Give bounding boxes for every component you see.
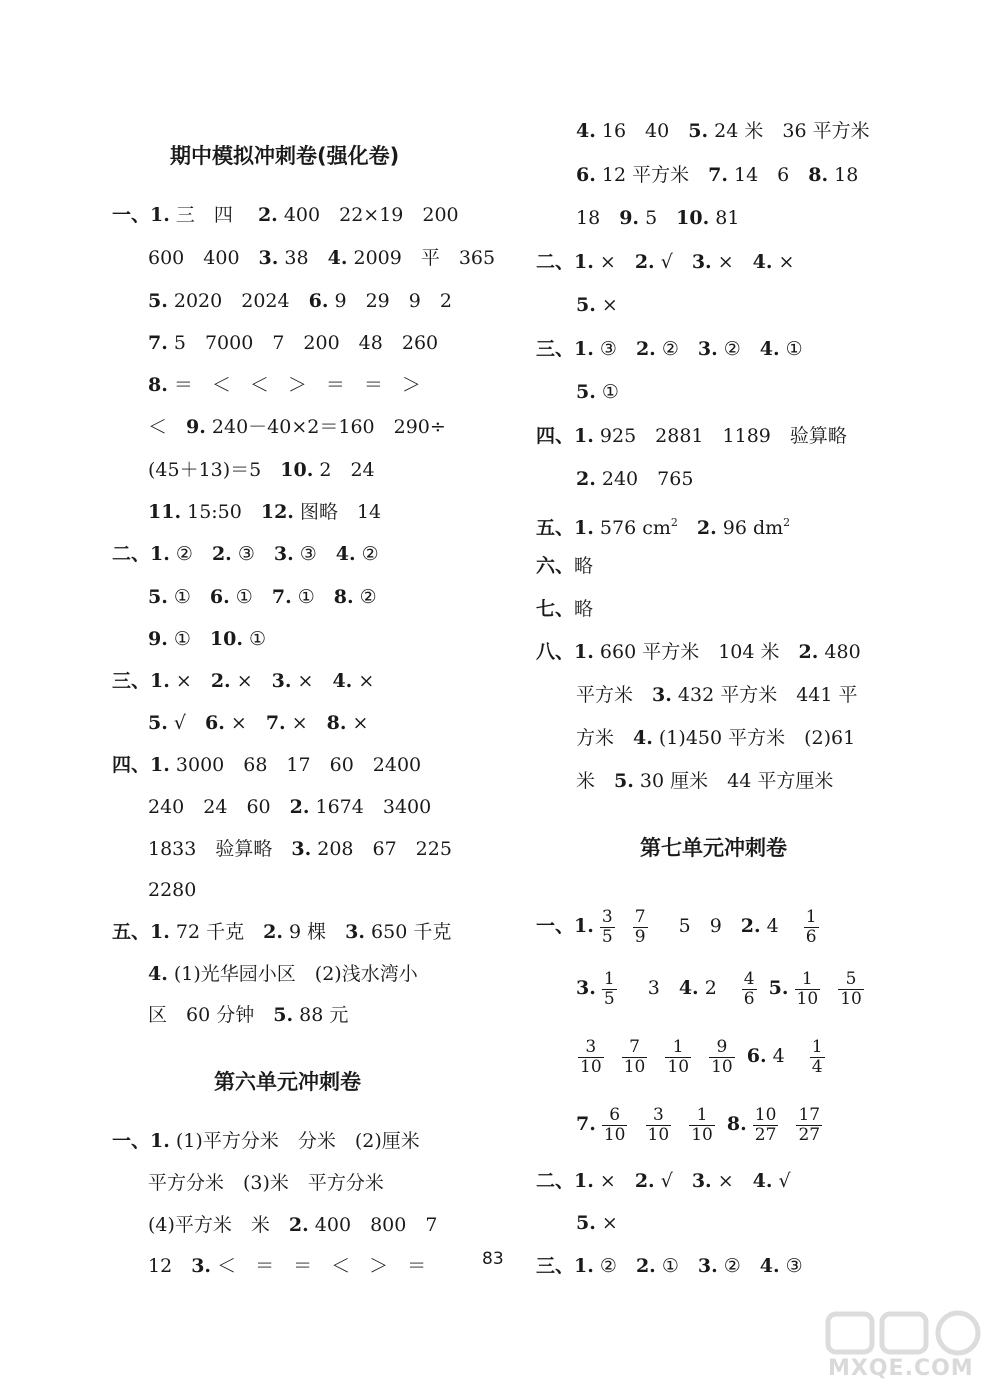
- answer-line: 3. $\frac{1}{5}$ 3 4. 2 $\frac{4}{6}$ 5. $\frac{1}{10}$ $\frac{5}{10}$: [576, 968, 862, 1009]
- answer-line: 四、1. 3000 68 17 60 2400: [112, 754, 422, 776]
- answer-line: 1833 验算略 3. 208 67 225: [148, 838, 452, 860]
- answer-line: 5. 2020 2024 6. 9 29 9 2: [148, 290, 452, 312]
- fraction: $\frac{4}{6}$: [743, 968, 755, 1009]
- answer-line: 三、1. × 2. × 3. × 4. ×: [112, 670, 375, 692]
- answer-line: 方米 4. (1)450 平方米 (2)61: [576, 727, 856, 749]
- fraction: $\frac{1}{10}$: [667, 1036, 690, 1077]
- answer-line: 三、1. ② 2. ① 3. ② 4. ③: [536, 1255, 803, 1277]
- fraction: $\frac{1}{4}$: [811, 1036, 823, 1077]
- answer-line: 8. ＝ ＜ ＜ ＞ ＝ ＝ ＞: [148, 374, 421, 396]
- fraction: $\frac{5}{10}$: [840, 968, 862, 1009]
- fraction: $\frac{3}{10}$: [647, 1104, 670, 1145]
- watermark-text: MXQE.COM: [828, 1356, 974, 1381]
- answer-line: 一、1. $\frac{3}{5}$ $\frac{7}{9}$ 5 9 2. 4 $\frac{1}{6}$: [536, 906, 817, 947]
- answer-line: 平方分米 (3)米 平方分米: [148, 1172, 384, 1194]
- answer-line: 三、1. ③ 2. ② 3. ② 4. ①: [536, 338, 803, 360]
- answer-line: 12 3. ＜ ＝ ＝ ＜ ＞ ＝: [148, 1255, 427, 1277]
- answer-line: 二、1. ② 2. ③ 3. ③ 4. ②: [112, 543, 379, 565]
- answer-line: 600 400 3. 38 4. 2009 平 365: [148, 247, 496, 269]
- fraction: $\frac{6}{10}$: [603, 1104, 626, 1145]
- answer-line: 五、1. 72 千克 2. 9 棵 3. 650 千克: [112, 921, 452, 943]
- fraction: $\frac{1}{10}$: [691, 1104, 713, 1145]
- answer-line: 二、1. × 2. √ 3. × 4. √: [536, 1170, 791, 1192]
- fraction: $\frac{17}{27}$: [798, 1104, 821, 1145]
- answer-line: 八、1. 660 平方米 104 米 2. 480: [536, 641, 861, 663]
- answer-line: 7. 5 7000 7 200 48 260: [148, 332, 439, 354]
- answer-line: 11. 15:50 12. 图略 14: [148, 501, 382, 523]
- fraction: $\frac{10}{27}$: [754, 1104, 777, 1145]
- answer-line: 二、1. × 2. √ 3. × 4. ×: [536, 251, 795, 273]
- answer-line: 一、1. (1)平方分米 分米 (2)厘米: [112, 1130, 420, 1152]
- watermark: [820, 1308, 995, 1393]
- fraction: $\frac{7}{10}$: [623, 1036, 646, 1077]
- answer-line: 四、1. 925 2881 1189 验算略: [536, 425, 847, 447]
- answer-line: 5. ×: [576, 294, 618, 316]
- answer-line: $\frac{3}{10}$ $\frac{7}{10}$ $\frac{1}{10}$ $\frac{9}{10}$ 6. 4 $\frac{1}{4}$: [580, 1036, 823, 1077]
- answer-line: 18 9. 5 10. 81: [576, 207, 740, 229]
- answer-line: 五、1. 576 $cm^2$ 2. 96 $dm^2$: [536, 516, 791, 539]
- answer-line: 六、略: [536, 555, 594, 577]
- fraction: $\frac{3}{5}$: [601, 906, 613, 947]
- answer-line: 七、略: [536, 598, 594, 620]
- answer-line: 一、1. 三 四 2. 400 22×19 200: [112, 204, 459, 226]
- answer-line: 7. $\frac{6}{10}$ $\frac{3}{10}$ $\frac{1}{10}$ 8. $\frac{10}{27}$ $\frac{17}{27}$: [576, 1104, 821, 1145]
- page-number: 83: [482, 1249, 504, 1269]
- answer-line: 2280: [148, 879, 197, 901]
- fraction: $\frac{3}{10}$: [580, 1036, 602, 1077]
- section-title: 第六单元冲刺卷: [214, 1070, 361, 1094]
- answer-line: (4)平方米 米 2. 400 800 7: [148, 1214, 438, 1236]
- answer-line: 5. √ 6. × 7. × 8. ×: [148, 712, 369, 734]
- answer-line: 240 24 60 2. 1674 3400: [148, 796, 432, 818]
- answer-line: 区 60 分钟 5. 88 元: [148, 1004, 349, 1026]
- answer-line: 5. ①: [576, 381, 619, 403]
- answer-line: 米 5. 30 厘米 44 平方厘米: [576, 770, 834, 792]
- fraction: $\frac{1}{10}$: [796, 968, 819, 1009]
- answer-line: 4. (1)光华园小区 (2)浅水湾小: [148, 963, 418, 985]
- answer-line: (45＋13)＝5 10. 2 24: [148, 459, 375, 481]
- answer-line: 5. ×: [576, 1212, 618, 1234]
- watermark-logo-icon: [820, 1308, 995, 1358]
- fraction: $\frac{7}{9}$: [634, 906, 646, 947]
- answer-line: 平方米 3. 432 平方米 441 平: [576, 684, 858, 706]
- section-title: 期中模拟冲刺卷(强化卷): [170, 144, 400, 168]
- section-title: 第七单元冲刺卷: [640, 836, 787, 860]
- fraction: $\frac{9}{10}$: [711, 1036, 733, 1077]
- fraction: $\frac{1}{5}$: [603, 968, 615, 1009]
- answer-line: 4. 16 40 5. 24 米 36 平方米: [576, 120, 870, 142]
- answer-line: 9. ① 10. ①: [148, 628, 267, 650]
- answer-line: ＜ 9. 240－40×2＝160 290÷: [148, 416, 446, 438]
- answer-line: 2. 240 765: [576, 468, 694, 490]
- answer-line: 5. ① 6. ① 7. ① 8. ②: [148, 586, 377, 608]
- answer-line: 6. 12 平方米 7. 14 6 8. 18: [576, 164, 859, 186]
- fraction: $\frac{1}{6}$: [805, 906, 817, 947]
